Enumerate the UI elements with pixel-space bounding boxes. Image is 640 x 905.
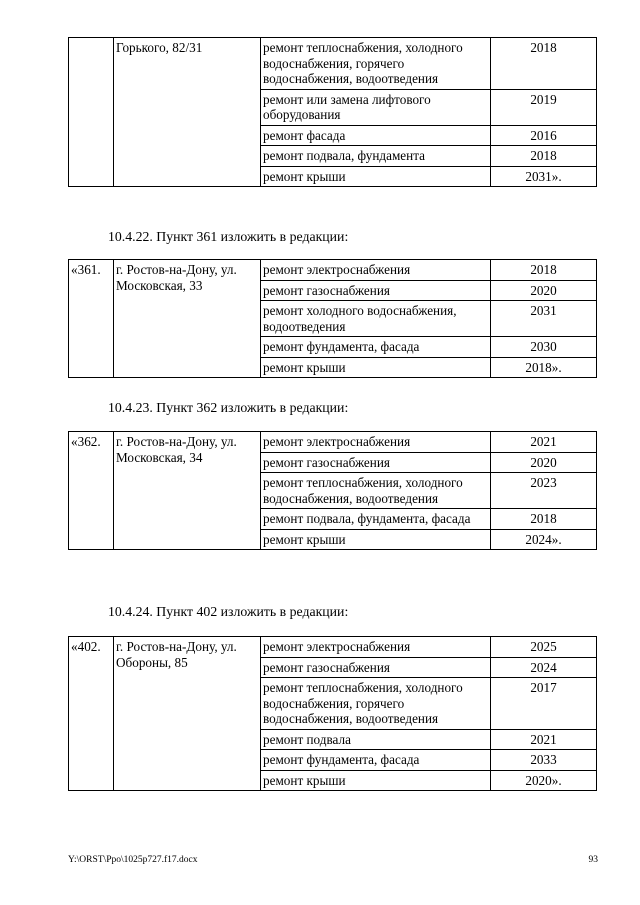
year-cell: 2018». [491, 357, 597, 378]
paragraph-10-4-24: 10.4.24. Пункт 402 изложить в редакции: [108, 604, 349, 619]
table-item-361 [68, 259, 597, 378]
work-cell: ремонт электроснабжения [261, 260, 491, 281]
year-cell: 2017 [491, 678, 597, 730]
work-cell: ремонт подвала, фундамента [261, 146, 491, 167]
table-item-362 [68, 431, 597, 550]
year-cell: 2021 [491, 432, 597, 453]
paragraph-10-4-22: 10.4.22. Пункт 361 изложить в редакции: [108, 229, 349, 244]
year-cell: 2019 [491, 89, 597, 125]
item-number-cell: «402. [69, 637, 114, 791]
year-cell: 2018 [491, 146, 597, 167]
work-cell: ремонт электроснабжения [261, 432, 491, 453]
work-cell: ремонт крыши [261, 529, 491, 550]
year-cell: 2031 [491, 301, 597, 337]
work-cell: ремонт теплоснабжения, холодного водоснабжения, горячего водоснабжения, водоотведения [261, 38, 491, 90]
paragraph-10-4-23: 10.4.23. Пункт 362 изложить в редакции: [108, 400, 349, 415]
work-cell: ремонт газоснабжения [261, 657, 491, 678]
year-cell: 2023 [491, 473, 597, 509]
work-cell: ремонт газоснабжения [261, 280, 491, 301]
year-cell: 2020 [491, 280, 597, 301]
year-cell: 2024». [491, 529, 597, 550]
address-cell: Горького, 82/31 [114, 38, 261, 187]
work-cell: ремонт подвала, фундамента, фасада [261, 509, 491, 530]
year-cell: 2021 [491, 729, 597, 750]
year-cell: 2024 [491, 657, 597, 678]
footer-file-path: Y:\ORST\Ppo\1025p727.f17.docx [68, 855, 198, 865]
work-cell: ремонт подвала [261, 729, 491, 750]
table-item-402 [68, 636, 597, 791]
year-cell: 2031». [491, 166, 597, 187]
address-cell: г. Ростов-на-Дону, ул. Обороны, 85 [114, 637, 261, 791]
year-cell: 2016 [491, 125, 597, 146]
work-cell: ремонт электроснабжения [261, 637, 491, 658]
year-cell: 2018 [491, 509, 597, 530]
table-row [69, 637, 597, 658]
year-cell: 2030 [491, 337, 597, 358]
year-cell: 2033 [491, 750, 597, 771]
year-cell: 2020». [491, 770, 597, 791]
work-cell: ремонт крыши [261, 166, 491, 187]
footer-page-number: 93 [588, 855, 598, 865]
table-item-360-continued [68, 37, 597, 187]
work-cell: ремонт крыши [261, 357, 491, 378]
work-cell: ремонт газоснабжения [261, 452, 491, 473]
address-cell: г. Ростов-на-Дону, ул. Московская, 33 [114, 260, 261, 378]
work-cell: ремонт фундамента, фасада [261, 750, 491, 771]
year-cell: 2020 [491, 452, 597, 473]
table-row [69, 260, 597, 281]
item-number-cell: «362. [69, 432, 114, 550]
year-cell: 2025 [491, 637, 597, 658]
year-cell: 2018 [491, 38, 597, 90]
item-number-cell [69, 38, 114, 187]
work-cell: ремонт или замена лифтового оборудования [261, 89, 491, 125]
work-cell: ремонт фасада [261, 125, 491, 146]
work-cell: ремонт теплоснабжения, холодного водоснабжения, горячего водоснабжения, водоотведения [261, 678, 491, 730]
address-cell: г. Ростов-на-Дону, ул. Московская, 34 [114, 432, 261, 550]
work-cell: ремонт фундамента, фасада [261, 337, 491, 358]
table-row [69, 432, 597, 453]
work-cell: ремонт холодного водоснабжения, водоотведения [261, 301, 491, 337]
work-cell: ремонт крыши [261, 770, 491, 791]
year-cell: 2018 [491, 260, 597, 281]
work-cell: ремонт теплоснабжения, холодного водоснабжения, водоотведения [261, 473, 491, 509]
item-number-cell: «361. [69, 260, 114, 378]
table-row [69, 38, 597, 90]
